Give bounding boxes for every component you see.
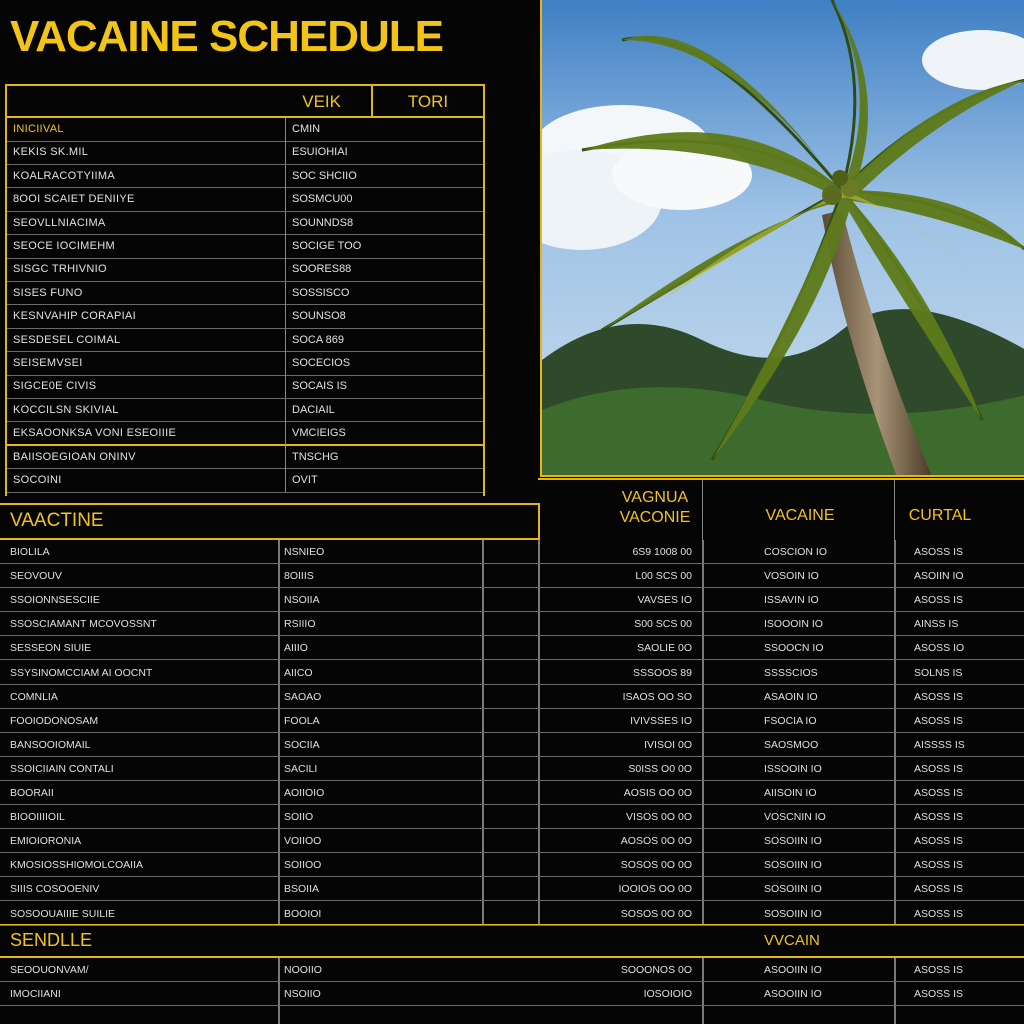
table-cell: FOOLA xyxy=(284,714,320,727)
table-row[interactable] xyxy=(0,853,1024,877)
top-table-row[interactable] xyxy=(7,422,483,446)
table-row[interactable] xyxy=(0,612,1024,636)
table-cell: SOCIIA xyxy=(284,738,320,751)
column-header-vagnua[interactable]: VAGNUA VACONIE xyxy=(619,489,691,526)
table-cell: NSNIEO xyxy=(284,546,325,558)
table-cell: ASOSS IS xyxy=(914,883,964,896)
table-cell: IVIVSSES IO xyxy=(630,714,692,727)
table-cell: SSOSCIAMANT MCOVOSSNT xyxy=(10,618,157,631)
table-cell: IMOCIIANI xyxy=(10,988,61,1001)
table-cell: KMOSIOSSHIOMOLCOAIIA xyxy=(10,859,144,872)
row-name-cell: SIGCE0E CIVIS xyxy=(13,380,97,393)
table-cell: ASOSS IS xyxy=(914,714,964,727)
row-value-cell: SOUNSO8 xyxy=(285,305,346,328)
top-table-row[interactable] xyxy=(7,375,483,399)
table-cell: AOIIOIO xyxy=(284,787,325,799)
table-row[interactable] xyxy=(0,661,1024,685)
row-value-cell: TNSCHG xyxy=(285,446,338,469)
table-cell: 8OIIIS xyxy=(284,570,314,583)
table-cell: RSIIIO xyxy=(284,618,316,631)
row-value-cell: ESUIOHIAI xyxy=(285,141,348,164)
table-cell: BIOLILA xyxy=(10,546,50,558)
table-cell: VOIIOO xyxy=(284,835,322,848)
palm-tree-photo xyxy=(540,0,1024,477)
table-row[interactable] xyxy=(0,564,1024,588)
row-name-cell: SEOCE IOCIMEHM xyxy=(13,240,115,252)
table-cell: ISAOS OO SO xyxy=(622,690,692,703)
table-cell: S00 SCS 00 xyxy=(634,618,692,631)
vaccine-section-label: VAACTINE xyxy=(10,510,104,531)
table-cell: SOSOOUAIIIE SUILIE xyxy=(10,907,116,920)
schedule-section-label: SENDLLE xyxy=(10,930,93,950)
page-title: VACAINE SCHEDULE xyxy=(10,12,444,61)
table-cell: IVISOI 0O xyxy=(644,738,692,751)
table-cell: BIOOIIIIOIL xyxy=(10,811,65,824)
top-table-row[interactable] xyxy=(7,141,483,165)
table-cell: SOSOIIN IO xyxy=(764,907,822,920)
table-cell: SOOONOS 0O xyxy=(620,964,692,976)
row-value-cell: SOCAIS IS xyxy=(285,375,347,398)
table-cell: ASOSS IS xyxy=(914,787,964,799)
row-value-cell: SOC SHCIIO xyxy=(285,165,357,188)
table-cell: ASOSS IS xyxy=(914,964,964,976)
table-cell: FOOIODONOSAM xyxy=(10,714,99,727)
row-name-cell: SEOVLLNIACIMA xyxy=(13,216,106,229)
table-cell: AIISOIN IO xyxy=(764,787,817,799)
row-value-cell: SOCIGE TOO xyxy=(285,235,361,258)
table-cell: SSOIONNSESCIIE xyxy=(10,594,100,607)
table-cell: NSOIIO xyxy=(284,988,321,1001)
table-cell: BOOIOI xyxy=(284,907,322,920)
table-cell: VAVSES IO xyxy=(637,594,692,607)
row-value-cell: SOUNNDS8 xyxy=(285,212,353,235)
top-table-row[interactable] xyxy=(7,235,483,259)
top-table-row[interactable] xyxy=(7,305,483,329)
top-table-row[interactable] xyxy=(7,352,483,376)
row-name-cell: SISES FUNO xyxy=(13,286,83,299)
top-table-row[interactable] xyxy=(7,212,483,236)
row-name-cell: SESDESEL COIMAL xyxy=(13,333,121,346)
row-value-cell: SOSSISCO xyxy=(285,282,349,305)
table-cell: NOOIIO xyxy=(284,964,322,976)
top-table-row[interactable] xyxy=(7,282,483,306)
table-cell: SSYSINOMCCIAM AI OOCNT xyxy=(10,666,153,679)
table-cell: BOORAII xyxy=(10,787,54,799)
table-cell: S0ISS O0 0O xyxy=(628,762,692,775)
schedule-column-label: VVCAIN xyxy=(764,932,820,949)
table-cell: ASOOIIN IO xyxy=(764,988,822,1001)
table-cell: SOSOIIN IO xyxy=(764,835,822,848)
table-cell: SOSOS 0O 0O xyxy=(620,907,692,920)
header-top-border xyxy=(538,478,1024,480)
top-table-row[interactable] xyxy=(7,469,483,493)
row-value-cell: CMIN xyxy=(285,118,320,141)
table-cell: IOOIOS OO 0O xyxy=(618,883,692,896)
top-table-row[interactable] xyxy=(7,118,483,142)
table-cell: ASOIIN IO xyxy=(914,570,964,583)
table-cell: SOSOIIN IO xyxy=(764,859,822,872)
table-row[interactable] xyxy=(0,902,1024,926)
table-cell: 6S9 1008 00 xyxy=(632,546,692,558)
table-cell: SAOAO xyxy=(284,690,322,703)
table-cell: SIIIS COSOOENIV xyxy=(10,883,100,896)
table-row[interactable] xyxy=(0,829,1024,853)
table-cell: COSCION IO xyxy=(764,546,828,558)
table-cell: IOSOIOIO xyxy=(643,988,692,1001)
table-row[interactable] xyxy=(0,877,1024,901)
table-cell: SSOICIIAIN CONTALI xyxy=(10,762,114,775)
row-value-cell: SOSMCU00 xyxy=(285,188,353,211)
table-cell: ISOOOIN IO xyxy=(764,618,823,631)
top-table-row[interactable] xyxy=(7,165,483,189)
table-cell: SSSSCIOS xyxy=(764,666,818,679)
row-value-cell: SOCA 869 xyxy=(285,329,344,352)
table-cell: SACILI xyxy=(284,762,318,775)
table-row[interactable] xyxy=(0,958,1024,982)
table-row[interactable] xyxy=(0,757,1024,781)
top-table-row[interactable] xyxy=(7,399,483,423)
table-cell: SSSOOS 89 xyxy=(633,666,692,679)
row-name-cell: SISGC TRHIVNIO xyxy=(13,263,107,276)
table-cell: AOSIS OO 0O xyxy=(623,787,692,799)
table-cell: BSOIIA xyxy=(284,883,320,896)
table-cell: EMIOIORONIA xyxy=(10,835,82,848)
row-name-cell: SEISEMVSEI xyxy=(13,357,83,369)
table-cell: ASOSS IS xyxy=(914,811,964,824)
top-table-row[interactable] xyxy=(7,258,483,282)
table-cell: ASOOIIN IO xyxy=(764,964,822,976)
table-cell: ASOSS IS xyxy=(914,835,964,848)
table-cell: ASOSS IS xyxy=(914,690,964,703)
row-name-cell: EKSAOONKSA VONI ESEOIIIE xyxy=(13,427,177,440)
row-name-cell: KOCCILSN SKIVIAL xyxy=(13,403,119,416)
header-divider xyxy=(702,478,703,540)
table-cell: NSOIIA xyxy=(284,594,320,607)
column-header-curtal[interactable]: CURTAL xyxy=(908,507,972,524)
table-cell: FSOCIA IO xyxy=(764,714,817,727)
table-cell: SOIIOO xyxy=(284,859,322,872)
table-cell: AISSSS IS xyxy=(914,738,965,751)
table-row[interactable] xyxy=(0,636,1024,660)
top-table-row[interactable] xyxy=(7,188,483,212)
table-cell: SAOLIE 0O xyxy=(637,642,692,655)
column-header-vacaine[interactable]: VACAINE xyxy=(765,507,835,524)
table-row[interactable] xyxy=(0,805,1024,829)
table-cell: AIIIO xyxy=(284,642,308,655)
table-cell: ASOSS IS xyxy=(914,594,964,607)
top-vaccine-table xyxy=(5,84,485,496)
schedule-section-frame xyxy=(0,924,1024,958)
table-row[interactable] xyxy=(0,781,1024,805)
row-value-cell: OVIT xyxy=(285,469,318,492)
table-cell: AINSS IS xyxy=(914,618,959,631)
row-value-cell: VMCIEIGS xyxy=(285,422,346,445)
table-cell: SEOVOUV xyxy=(10,570,62,583)
row-name-cell: KEKIS SK.MIL xyxy=(13,146,89,159)
table-row[interactable] xyxy=(0,540,1024,564)
table-cell: VOSOIN IO xyxy=(764,570,819,583)
column-header-tori[interactable]: TORI xyxy=(407,92,449,111)
table-row[interactable] xyxy=(0,733,1024,757)
table-cell: AIICO xyxy=(284,666,313,679)
table-cell: ASAOIN IO xyxy=(764,690,818,703)
row-name-cell: 8OOI SCAIET DENIIYE xyxy=(13,193,135,206)
table-cell: SOSOS 0O 0O xyxy=(620,859,692,872)
table-cell: L00 SCS 00 xyxy=(635,570,692,583)
table-cell: BANSOOIOMAIL xyxy=(10,738,91,751)
table-cell: ASOSS IS xyxy=(914,762,964,775)
top-table-row[interactable] xyxy=(7,446,483,470)
table-cell: VISOS 0O 0O xyxy=(626,811,692,824)
table-cell: ASOSS IO xyxy=(914,642,965,655)
row-name-cell: KOALRACOTYIIMA xyxy=(13,169,115,182)
row-name-cell: BAIISOEGIOAN ONINV xyxy=(13,450,136,463)
table-cell: SEOOUONVAM/ xyxy=(10,964,89,976)
row-value-cell: SOORES88 xyxy=(285,258,351,281)
row-value-cell: SOCECIOS xyxy=(285,352,350,375)
table-cell: SAOSMOO xyxy=(764,738,819,751)
table-cell: SSOOCN IO xyxy=(764,642,824,655)
table-cell: ISSOOIN IO xyxy=(764,762,822,775)
table-row[interactable] xyxy=(0,982,1024,1006)
top-table-header xyxy=(7,86,483,118)
table-cell: AOSOS 0O 0O xyxy=(620,835,692,848)
table-cell: ASOSS IS xyxy=(914,546,964,558)
table-cell: ISSAVIN IO xyxy=(764,594,819,607)
table-cell: ASOSS IS xyxy=(914,907,964,920)
top-table-row[interactable] xyxy=(7,329,483,353)
row-name-cell: KESNVAHIP CORAPIAI xyxy=(13,310,136,323)
table-cell: SOLNS IS xyxy=(914,666,963,679)
table-cell: VOSCNIN IO xyxy=(764,811,826,824)
table-cell: SESSEON SIUIE xyxy=(10,642,92,655)
row-name-cell: INICIIVAL xyxy=(13,123,64,135)
table-row[interactable] xyxy=(0,685,1024,709)
table-row[interactable] xyxy=(0,588,1024,612)
table-cell: COMNLIA xyxy=(10,690,58,703)
table-cell: ASOSS IS xyxy=(914,859,964,872)
row-name-cell: SOCOINI xyxy=(13,474,62,486)
table-cell: SOSOIIN IO xyxy=(764,883,822,896)
table-row[interactable] xyxy=(0,709,1024,733)
column-header-veik[interactable]: VEIK xyxy=(7,86,373,116)
table-cell: SOIIO xyxy=(284,811,314,824)
table-cell: ASOSS IS xyxy=(914,988,964,1001)
row-value-cell: DACIAIL xyxy=(285,399,335,422)
